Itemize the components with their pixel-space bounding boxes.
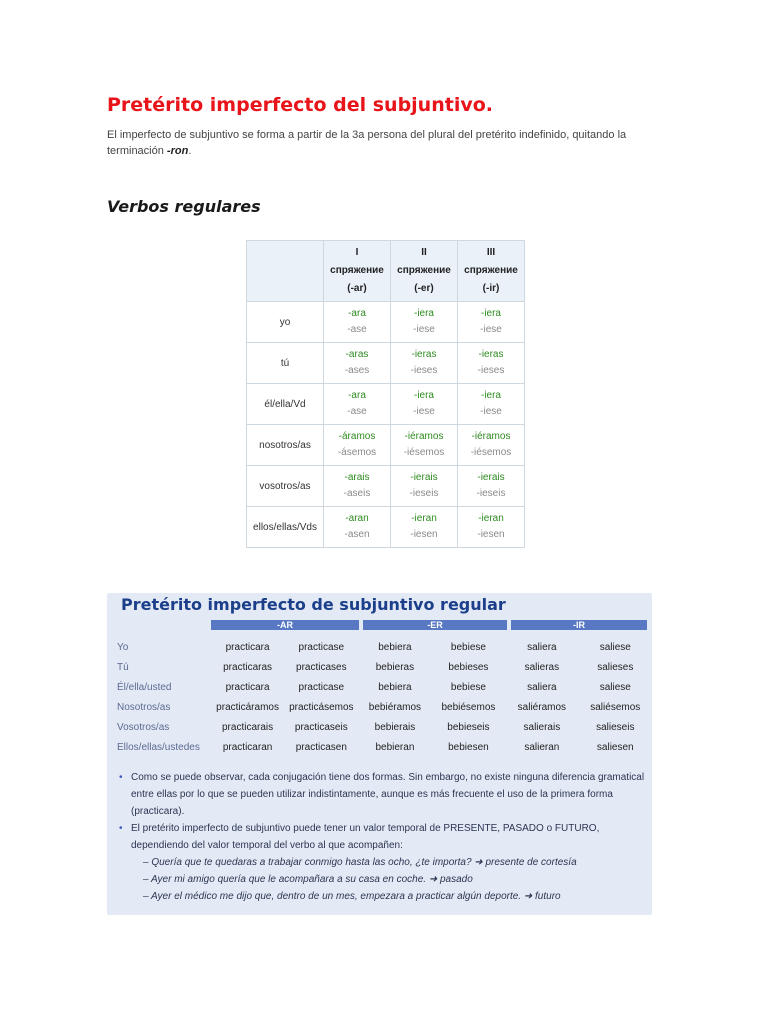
textbook-form: bebiese	[450, 641, 486, 653]
textbook-form: saliéramos	[517, 701, 567, 713]
ending-se: -ieseis	[476, 488, 506, 499]
pronoun-cell: él/ella/Vd	[247, 384, 324, 425]
ending-se: -ieses	[477, 365, 505, 376]
pronoun-cell: ellos/ellas/Vds	[247, 507, 324, 548]
textbook-row	[117, 677, 652, 697]
conjugation-row	[247, 343, 525, 384]
ending-ra: -ara	[348, 308, 366, 319]
intro-paragraph	[107, 127, 647, 159]
ending-cell	[391, 384, 458, 425]
ending-se: -aseis	[343, 488, 371, 499]
header-conj-3	[458, 241, 525, 302]
ending-cell	[391, 466, 458, 507]
ending-se: -iese	[413, 324, 435, 335]
textbook-pronoun: Vosotros/as	[117, 721, 170, 733]
textbook-form: bebiese	[450, 681, 486, 693]
note-bullet: • Como se puede observar, cada conjugación tiene dos formas. Sin embargo, no existe ninguna diferencia gramatical entre ellas por lo que se pueden utilizar indistintamente, aunque es más frecuente el uso de la primera forma (practicara).	[119, 769, 645, 820]
textbook-form: bebiéramos	[368, 701, 422, 713]
textbook-form: practicaseis	[294, 721, 348, 733]
pronoun-cell: tú	[247, 343, 324, 384]
ending-cell	[324, 343, 391, 384]
header-word: спряжение	[464, 265, 518, 276]
ending-ra: -iéramos	[404, 431, 444, 442]
example-line: – Ayer el médico me dijo que, dentro de un mes, empezara a practicar algún deporte. ➜ futuro	[143, 891, 561, 902]
textbook-form: practicara	[225, 681, 270, 693]
textbook-form: saliese	[599, 641, 631, 653]
page-title: Pretérito imperfecto del subjuntivo.	[107, 94, 493, 116]
ending-cell	[458, 507, 525, 548]
ending-ra: -iera	[480, 308, 501, 319]
textbook-form: practicaran	[222, 741, 273, 753]
ending-ra: -iera	[480, 390, 501, 401]
conjugation-row	[247, 466, 525, 507]
textbook-row	[117, 717, 652, 737]
textbook-form: salieran	[524, 741, 560, 753]
example-line: – Ayer mi amigo quería que le acompañara a su casa en coche. ➜ pasado	[143, 874, 473, 885]
textbook-pronoun: Tú	[117, 661, 129, 673]
ending-se: -iese	[480, 324, 502, 335]
textbook-row	[117, 737, 652, 757]
ending-se: -iésemos	[403, 447, 445, 458]
ending-ra: -ara	[348, 390, 366, 401]
intro-text: El imperfecto de subjuntivo se forma a partir de la 3a persona del plural del pretérito indefinido, quitando la terminación	[107, 129, 627, 157]
header-conj-1	[324, 241, 391, 302]
header-num: II	[421, 247, 427, 258]
conjugation-header-row	[247, 241, 525, 302]
textbook-form: practicases	[296, 661, 347, 673]
conjugation-table	[246, 240, 525, 548]
textbook-notes	[119, 769, 645, 905]
header-num: III	[486, 247, 496, 258]
textbook-form: practicasen	[295, 741, 347, 753]
ending-ra: -aran	[345, 513, 369, 524]
ending-ra: -iéramos	[471, 431, 511, 442]
textbook-form: bebiera	[378, 641, 412, 653]
ending-cell	[391, 425, 458, 466]
conjugation-row	[247, 384, 525, 425]
textbook-row	[117, 657, 652, 677]
note-bullet: • El pretérito imperfecto de subjuntivo puede tener un valor temporal de PRESENTE, PASADO o FUTURO, dependiendo del valor temporal del verbo al que acompañen:	[119, 820, 645, 854]
ending-cell	[324, 384, 391, 425]
ending-ra: -ieras	[411, 349, 437, 360]
header-blank	[247, 241, 324, 302]
ending-se: -ásemos	[337, 447, 377, 458]
ending-cell	[458, 384, 525, 425]
ending-se: -ieses	[410, 365, 438, 376]
ending-cell	[458, 425, 525, 466]
ending-cell	[324, 302, 391, 343]
textbook-form: saliésemos	[590, 701, 641, 713]
example-line: – Quería que te quedaras a trabajar conmigo hasta las ocho, ¿te importa? ➜ presente de cortesía	[143, 857, 577, 868]
textbook-pronoun: Ellos/ellas/ustedes	[117, 741, 200, 753]
textbook-form: practicáramos	[216, 701, 279, 713]
ending-se: -iésemos	[470, 447, 512, 458]
textbook-form: practicase	[298, 641, 345, 653]
header-conj-2	[391, 241, 458, 302]
textbook-form: bebieran	[375, 741, 415, 753]
ending-se: -asen	[344, 529, 370, 540]
ending-ra: -iera	[413, 308, 434, 319]
header-word: спряжение	[397, 265, 451, 276]
textbook-form: bebieseis	[447, 721, 490, 733]
ending-cell	[324, 425, 391, 466]
section-subtitle: Verbos regulares	[107, 197, 261, 216]
textbook-row	[117, 637, 652, 657]
textbook-form: bebiésemos	[441, 701, 496, 713]
header-type: (-ar)	[347, 283, 367, 294]
textbook-form: bebieses	[448, 661, 489, 673]
textbook-form: salierais	[523, 721, 561, 733]
ending-ra: -ieran	[478, 513, 504, 524]
group-bar-ir: -IR	[511, 620, 647, 630]
textbook-pronoun: Nosotros/as	[117, 701, 171, 713]
textbook-form: salieses	[597, 661, 634, 673]
ending-cell	[391, 507, 458, 548]
ending-cell	[458, 466, 525, 507]
ending-ra: -ieran	[411, 513, 437, 524]
header-type: (-er)	[414, 283, 434, 294]
textbook-pronoun: Yo	[117, 641, 129, 653]
textbook-form: practicarais	[222, 721, 274, 733]
ending-se: -iese	[413, 406, 435, 417]
conjugation-row	[247, 507, 525, 548]
conjugation-body	[247, 302, 525, 548]
conjugation-row	[247, 425, 525, 466]
textbook-form: saliese	[599, 681, 631, 693]
intro-period: .	[188, 145, 192, 157]
textbook-table	[117, 637, 652, 757]
textbook-form: salieseis	[596, 721, 635, 733]
textbook-form: practicara	[225, 641, 270, 653]
textbook-form: practicásemos	[289, 701, 354, 713]
ending-cell	[324, 466, 391, 507]
ending-ra: -ierais	[477, 472, 505, 483]
group-bar-er: -ER	[363, 620, 507, 630]
ending-cell	[458, 343, 525, 384]
textbook-form: bebierais	[374, 721, 416, 733]
pronoun-cell: vosotros/as	[247, 466, 324, 507]
textbook-form: saliera	[527, 641, 557, 653]
textbook-form: bebieras	[375, 661, 415, 673]
ending-ra: -aras	[345, 349, 369, 360]
header-num: I	[355, 247, 359, 258]
ending-se: -ase	[347, 406, 367, 417]
ending-cell	[458, 302, 525, 343]
intro-ending: -ron	[166, 145, 189, 157]
group-bar-ar: -AR	[211, 620, 359, 630]
textbook-body	[117, 637, 652, 757]
ending-se: -ase	[347, 324, 367, 335]
header-type: (-ir)	[482, 283, 500, 294]
ending-ra: -iera	[413, 390, 434, 401]
ending-cell	[324, 507, 391, 548]
textbook-form: bebiesen	[448, 741, 489, 753]
conjugation-row	[247, 302, 525, 343]
textbook-form: practicase	[298, 681, 345, 693]
textbook-scan	[107, 593, 652, 915]
ending-se: -iesen	[410, 529, 438, 540]
ending-cell	[391, 302, 458, 343]
ending-se: -ieseis	[409, 488, 439, 499]
header-word: спряжение	[330, 265, 384, 276]
ending-ra: -ieras	[478, 349, 504, 360]
pronoun-cell: nosotros/as	[247, 425, 324, 466]
ending-ra: -ierais	[410, 472, 438, 483]
ending-se: -iese	[480, 406, 502, 417]
ending-ra: -áramos	[338, 431, 376, 442]
textbook-title: Pretérito imperfecto de subjuntivo regular	[121, 595, 506, 614]
ending-cell	[391, 343, 458, 384]
textbook-form: salieras	[524, 661, 560, 673]
textbook-form: practicaras	[223, 661, 273, 673]
textbook-form: saliera	[527, 681, 557, 693]
pronoun-cell: yo	[247, 302, 324, 343]
textbook-form: bebiera	[378, 681, 412, 693]
ending-se: -ases	[344, 365, 370, 376]
ending-ra: -arais	[344, 472, 370, 483]
ending-se: -iesen	[477, 529, 505, 540]
textbook-row	[117, 697, 652, 717]
textbook-pronoun: Él/ella/usted	[117, 681, 172, 693]
textbook-form: saliesen	[596, 741, 634, 753]
